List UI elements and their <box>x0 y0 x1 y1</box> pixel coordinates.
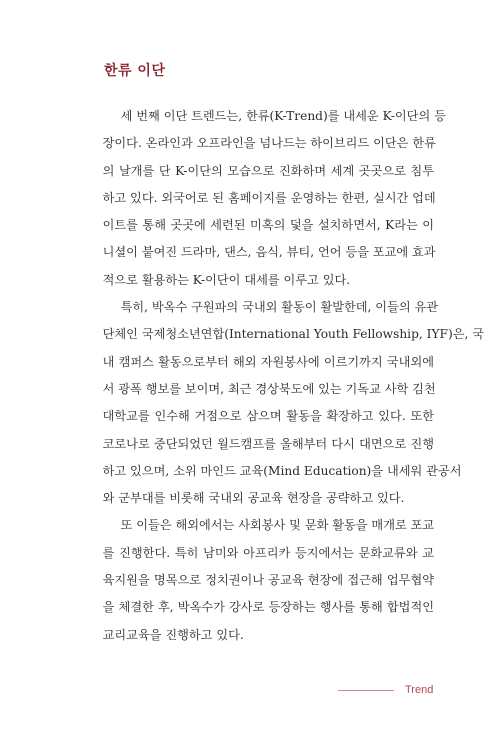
text-line: 니셜이 붙여진 드라마, 댄스, 음식, 뷰티, 언어 등을 포교에 효과 <box>102 245 436 260</box>
text-line: 를 진행한다. 특히 남미와 아프리카 등지에서는 문화교류와 교 <box>102 545 434 560</box>
paragraph-1 <box>88 103 446 294</box>
text-line: 교리교육을 진행하고 있다. <box>102 627 244 642</box>
text-line: 하고 있다. 외국어로 된 홈페이지를 운영하는 한편, 실시간 업데 <box>102 190 436 205</box>
section-title: 한류 이단 <box>104 63 166 79</box>
text-line: 하고 있으며, 소위 마인드 교육(Mind Education)을 내세워 관공서 <box>102 463 462 478</box>
text-line: 단체인 국제청소년연합(International Youth Fellowship, IYF)은, 국 <box>102 327 484 342</box>
text-line: 세 번째 이단 트렌드는, 한류(K-Trend)를 내세운 K-이단의 등 <box>120 109 446 123</box>
body-text <box>88 103 484 649</box>
text-line: 코로나로 중단되었던 월드캠프를 올해부터 다시 대면으로 진행 <box>102 436 434 451</box>
footer-divider <box>338 690 394 691</box>
text-line: 이트를 통해 곳곳에 세련된 미혹의 덫을 설치하면서, K라는 이 <box>102 218 434 233</box>
paragraph-3 <box>88 512 434 648</box>
text-line: 대학교를 인수해 거점으로 삼으며 활동을 확장하고 있다. 또한 <box>102 409 434 424</box>
text-line: 또 이들은 해외에서는 사회봉사 및 문화 활동을 매개로 포교 <box>120 518 435 533</box>
footer-running-title: Trend <box>405 684 434 696</box>
text-line: 의 날개를 단 K-이단의 모습으로 진화하며 세계 곳곳으로 침투 <box>102 163 434 178</box>
text-line: 특히, 박옥수 구원파의 국내외 활동이 활발한데, 이들의 유관 <box>120 300 439 315</box>
text-line: 육지원을 명목으로 정치권이나 공교육 현장에 접근해 업무협약 <box>102 573 434 588</box>
text-line: 와 군부대를 비롯해 국내외 공교육 현장을 공략하고 있다. <box>102 491 405 506</box>
text-line: 을 체결한 후, 박옥수가 강사로 등장하는 행사를 통해 합법적인 <box>102 600 434 615</box>
text-line: 내 캠퍼스 활동으로부터 해외 자원봉사에 이르기까지 국내외에 <box>102 354 434 369</box>
text-line: 적으로 활용하는 K-이단이 대세를 이루고 있다. <box>102 272 351 287</box>
paragraph-2 <box>88 294 484 512</box>
text-line: 장이다. 온라인과 오프라인을 넘나드는 하이브리드 이단은 한류 <box>102 136 436 151</box>
text-line: 서 광폭 행보를 보이며, 최근 경상북도에 있는 기독교 사학 김천 <box>102 381 436 396</box>
